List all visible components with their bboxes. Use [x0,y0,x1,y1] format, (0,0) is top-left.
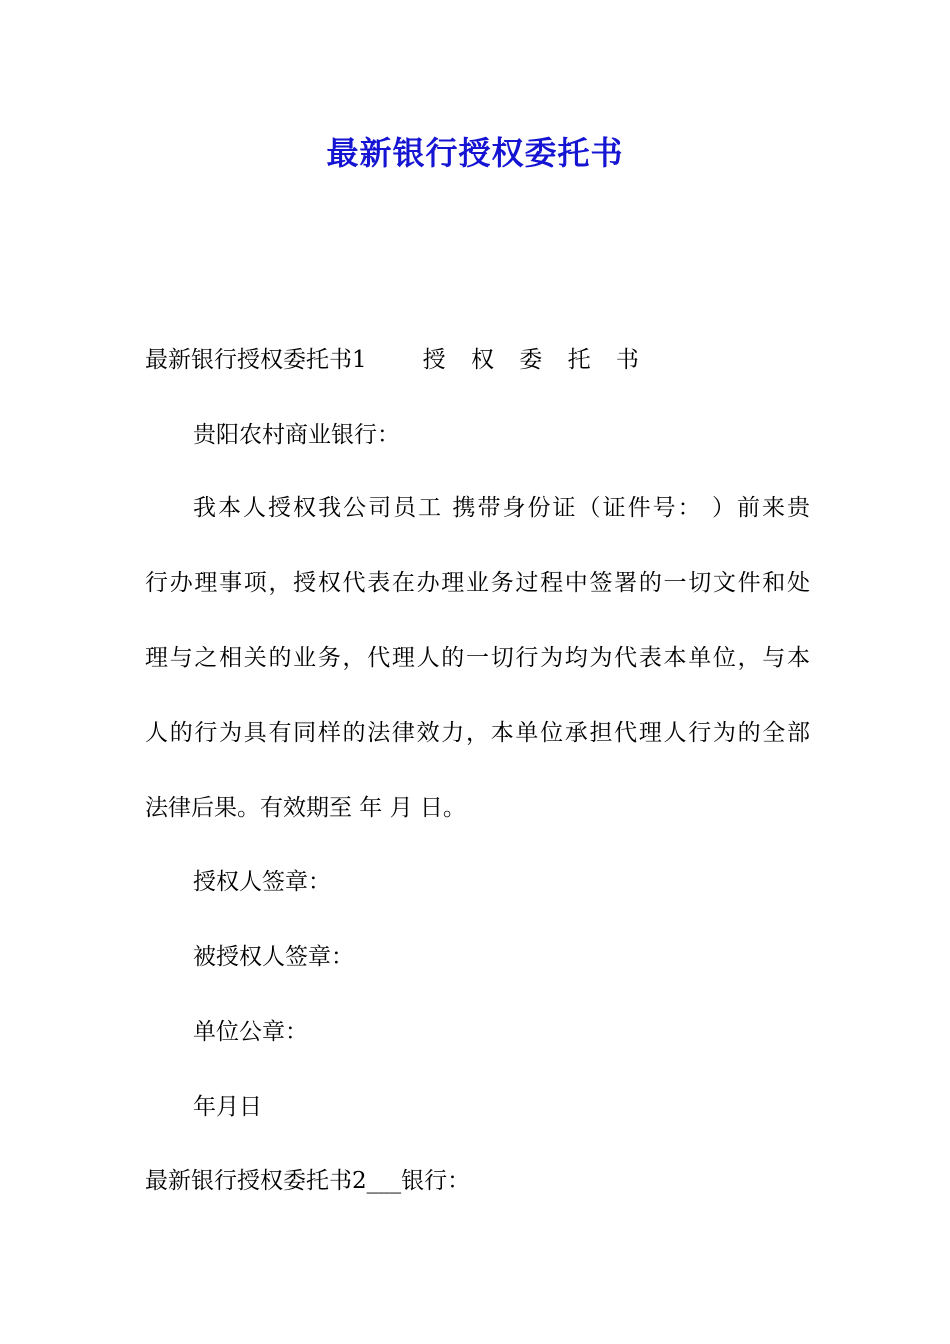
section-heading-1-prefix: 最新银行授权委托书1 [145,347,367,373]
authorizer-signature-label: 授权人签章： [193,869,331,895]
section-heading-2: 最新银行授权委托书2___银行： [145,1168,471,1194]
paragraph-line-3: 理与之相关的业务，代理人的一切行为均为代表本单位，与本 [145,645,810,671]
addressee: 贵阳农村商业银行： [193,422,400,448]
section-heading-1 [145,345,810,375]
paragraph-line-5: 法律后果。有效期至 年 月 日。 [145,795,466,821]
paragraph-line-1: 我本人授权我公司员工 携带身份证（证件号： ）前来贵 [193,495,810,521]
section-heading-1-spaced-title: 授 权 委 托 书 [422,347,648,373]
company-seal-label: 单位公章： [193,1019,308,1045]
paragraph-line-4: 人的行为具有同样的法律效力，本单位承担代理人行为的全部 [145,720,810,746]
authorized-signature-label: 被授权人签章： [193,944,354,970]
paragraph-line-2: 行办理事项，授权代表在办理业务过程中签署的一切文件和处 [145,570,810,596]
document-title: 最新银行授权委托书 [326,134,624,172]
date-line: 年月日 [193,1094,262,1120]
